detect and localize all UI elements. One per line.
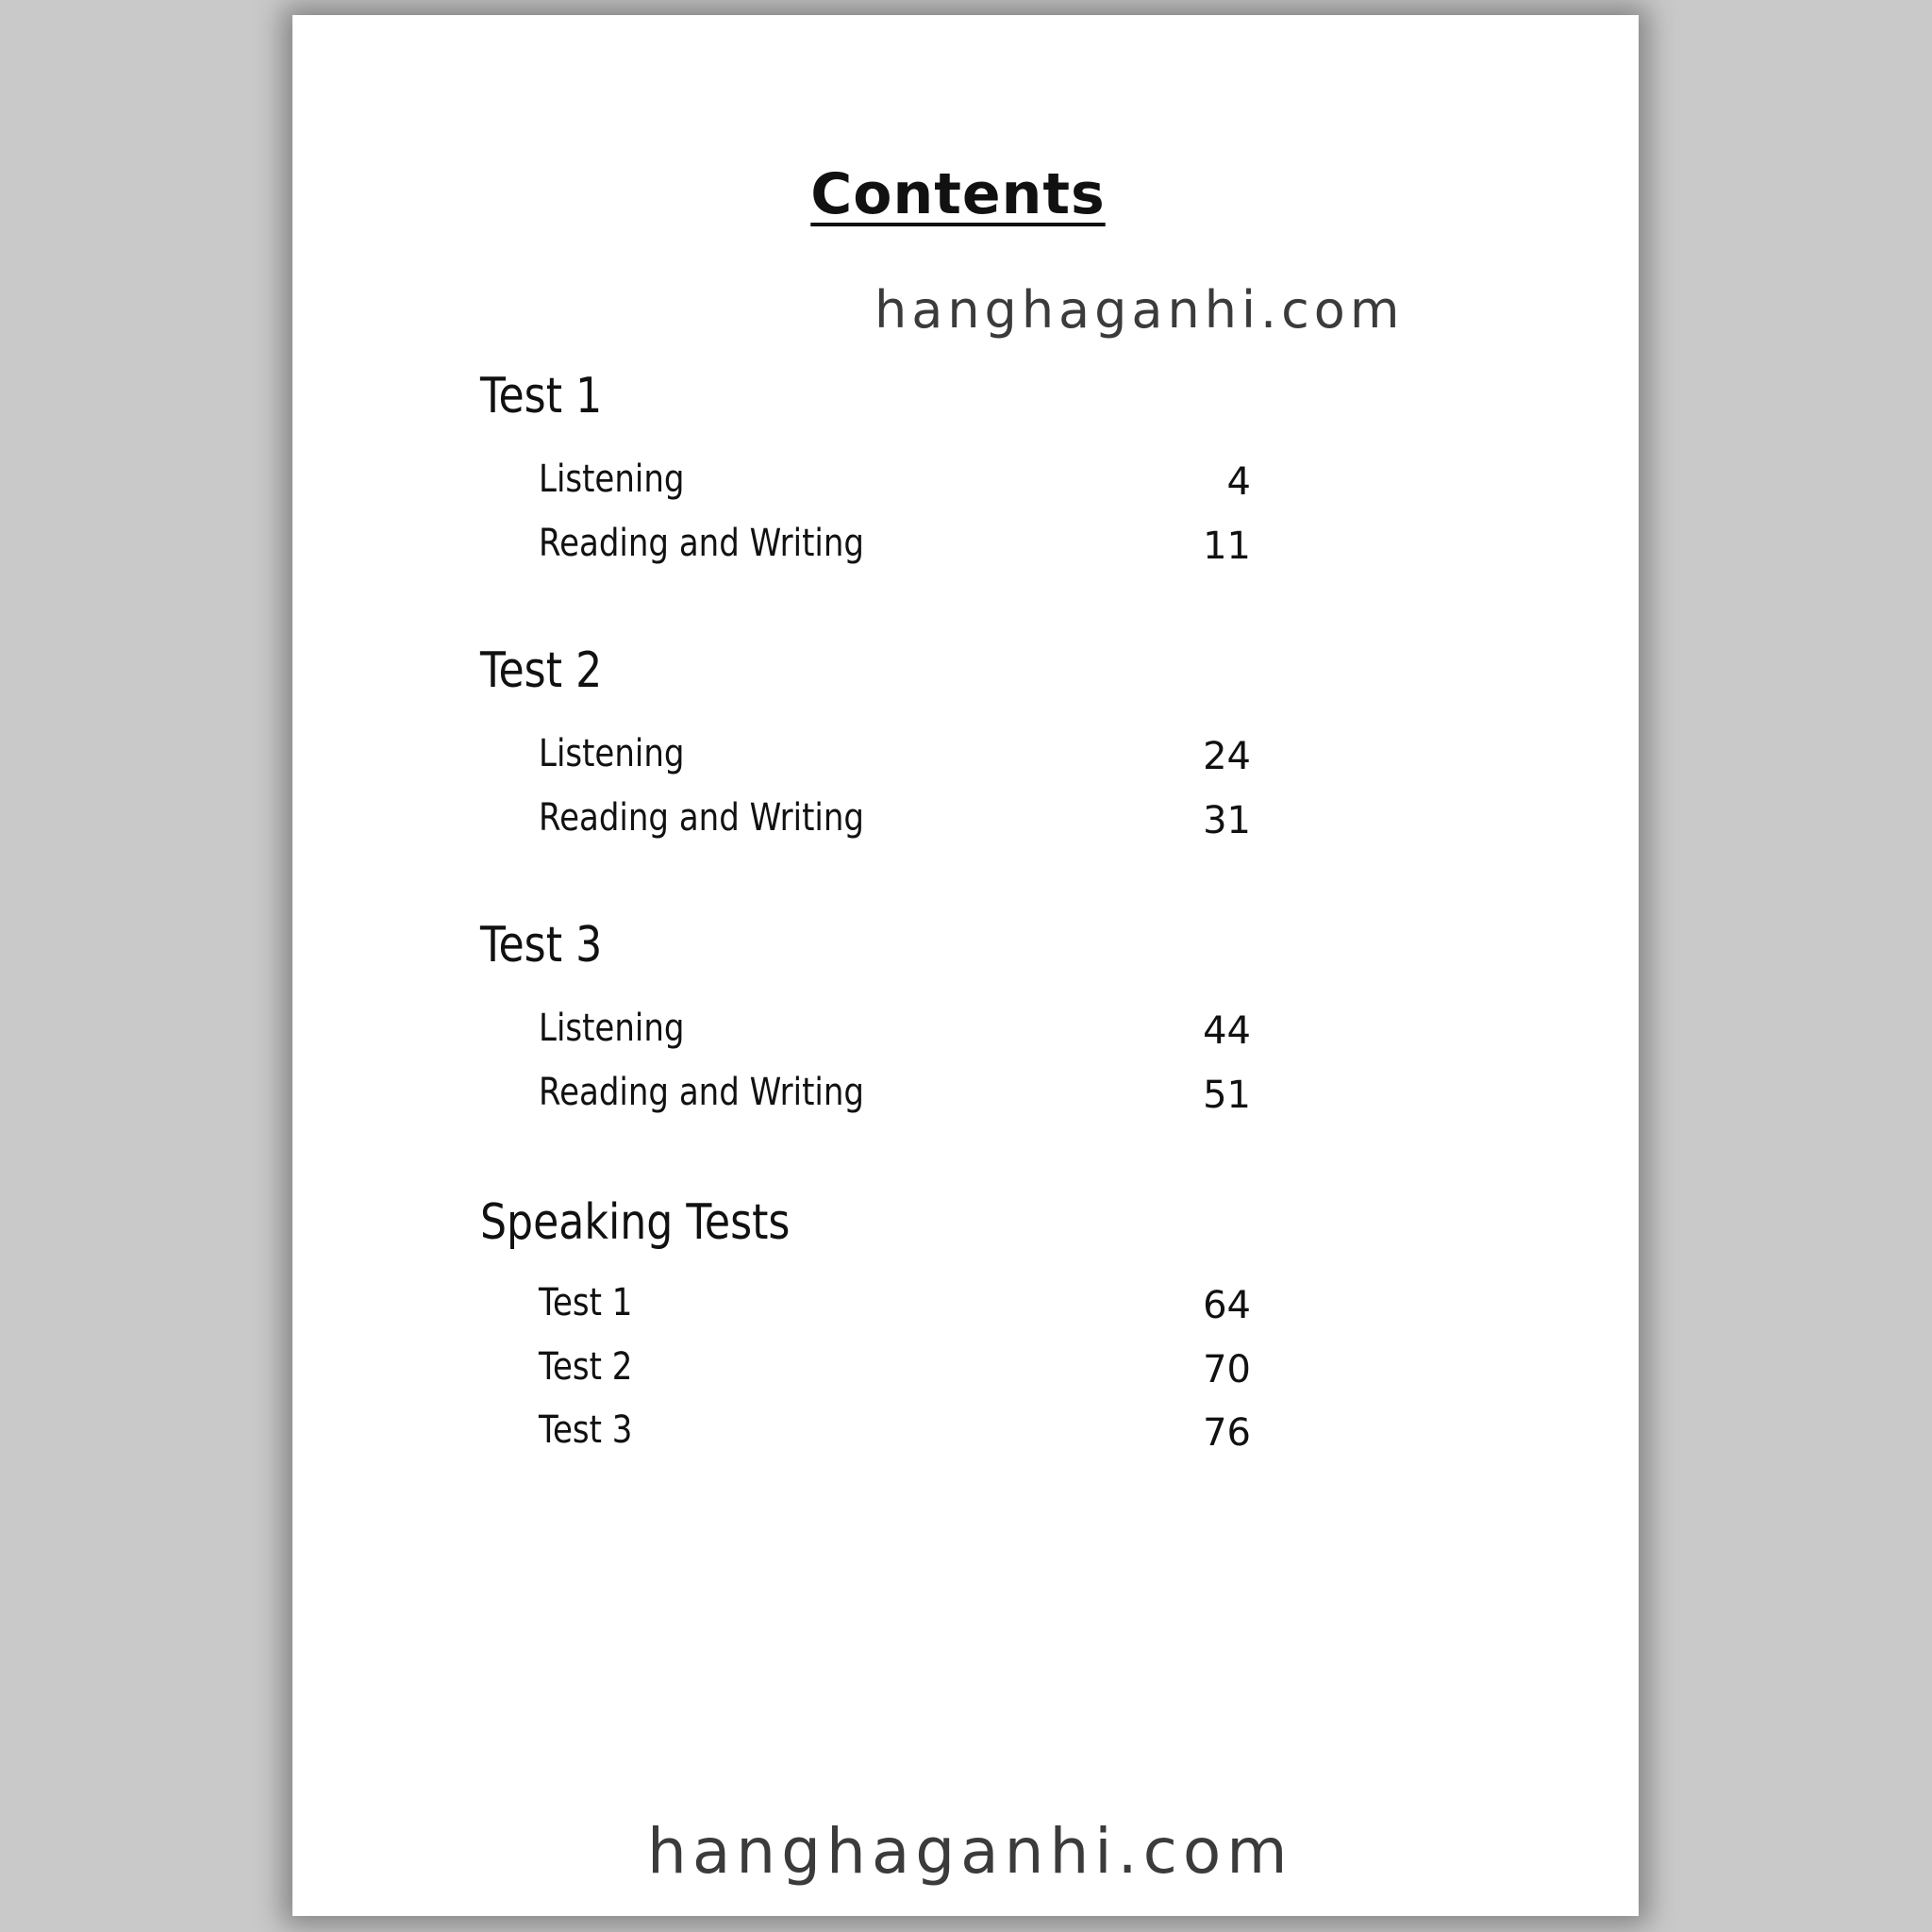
toc-item-label: Reading and Writing (539, 522, 865, 565)
toc-item-page: 11 (1203, 525, 1251, 568)
toc-item-page: 70 (1203, 1348, 1251, 1391)
section-heading: Test 2 (480, 642, 603, 699)
toc-item-label: Listening (539, 1007, 685, 1050)
toc-item-label: Test 2 (539, 1345, 633, 1389)
page-title-text: Contents (810, 161, 1106, 227)
toc-item-page: 24 (1203, 735, 1251, 778)
toc-item-label: Listening (539, 732, 685, 775)
toc-item-label: Reading and Writing (539, 1071, 865, 1114)
toc-item-page: 31 (1203, 799, 1251, 842)
toc-item-label: Test 1 (539, 1281, 633, 1324)
toc-item-page: 4 (1226, 460, 1251, 504)
toc-item-label: Listening (539, 458, 685, 501)
watermark-bottom: hanghaganhi.com (647, 1815, 1293, 1888)
section-heading: Test 3 (480, 917, 603, 974)
toc-item-page: 76 (1203, 1411, 1251, 1455)
toc-item-page: 64 (1203, 1284, 1251, 1327)
toc-item-label: Reading and Writing (539, 796, 865, 840)
toc-item-label: Test 3 (539, 1408, 633, 1452)
toc-item-page: 44 (1203, 1009, 1251, 1053)
document-page (292, 15, 1639, 1916)
watermark-top: hanghaganhi.com (874, 280, 1405, 340)
page-title (292, 161, 1639, 227)
section-heading: Test 1 (480, 368, 603, 425)
section-heading: Speaking Tests (480, 1194, 791, 1251)
toc-item-page: 51 (1203, 1074, 1251, 1117)
